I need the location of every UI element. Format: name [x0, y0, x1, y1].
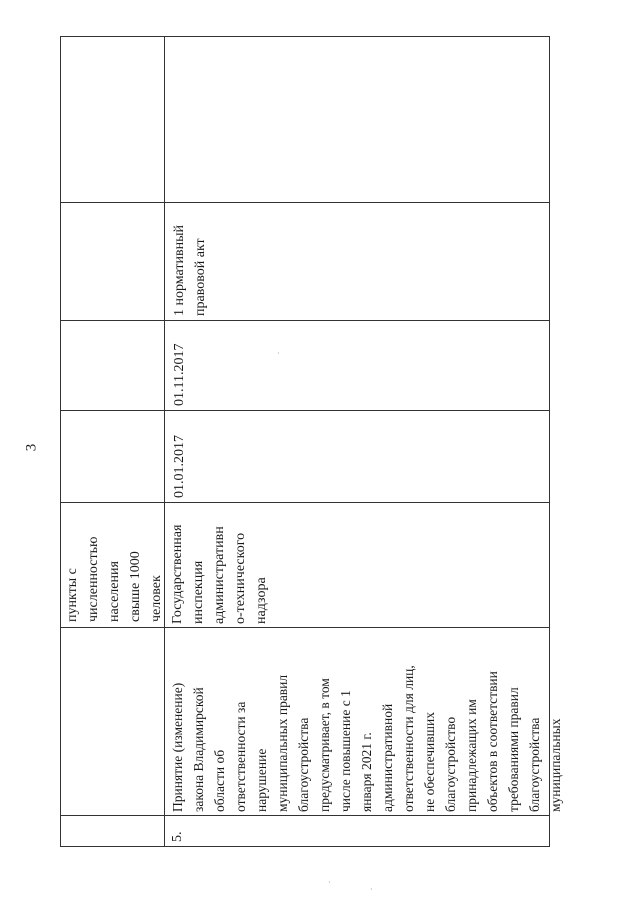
column-divider — [60, 815, 550, 816]
column-divider — [60, 320, 550, 321]
column-divider — [60, 202, 550, 203]
scan-speck: · — [277, 349, 280, 358]
result-cell: 1 нормативный правовой акт — [172, 224, 208, 316]
executor-cell: Государственная инспекция административн о-технического надзора — [170, 524, 269, 624]
table-border-bottom — [60, 846, 550, 847]
scan-speck: · — [370, 885, 373, 894]
page-number: 3 — [23, 443, 40, 452]
table-border-top — [60, 36, 550, 37]
table-border-left — [60, 36, 61, 847]
column-divider — [60, 410, 550, 411]
scan-speck: · — [328, 878, 331, 887]
row-number: 5. — [170, 831, 185, 842]
continuation-cell: пункты с численностью населения свыше 1000 человек — [65, 536, 164, 622]
column-divider — [60, 502, 550, 503]
row-divider — [164, 36, 165, 847]
measure-cell: Принятие (изменение) закона Владимирской области об ответственности за нарушение муниципальных правил благоустройства предусматривает, в том числе повышение с 1 января 2021 г. административной ответственности для лиц, не обеспечивших благоустройство принадлежащих им объектов в соответствии требованиями правил благоустройства муниципальных — [170, 665, 563, 812]
end-date-cell: 01.11.2017 — [172, 343, 187, 406]
start-date-cell: 01.01.2017 — [172, 435, 187, 498]
